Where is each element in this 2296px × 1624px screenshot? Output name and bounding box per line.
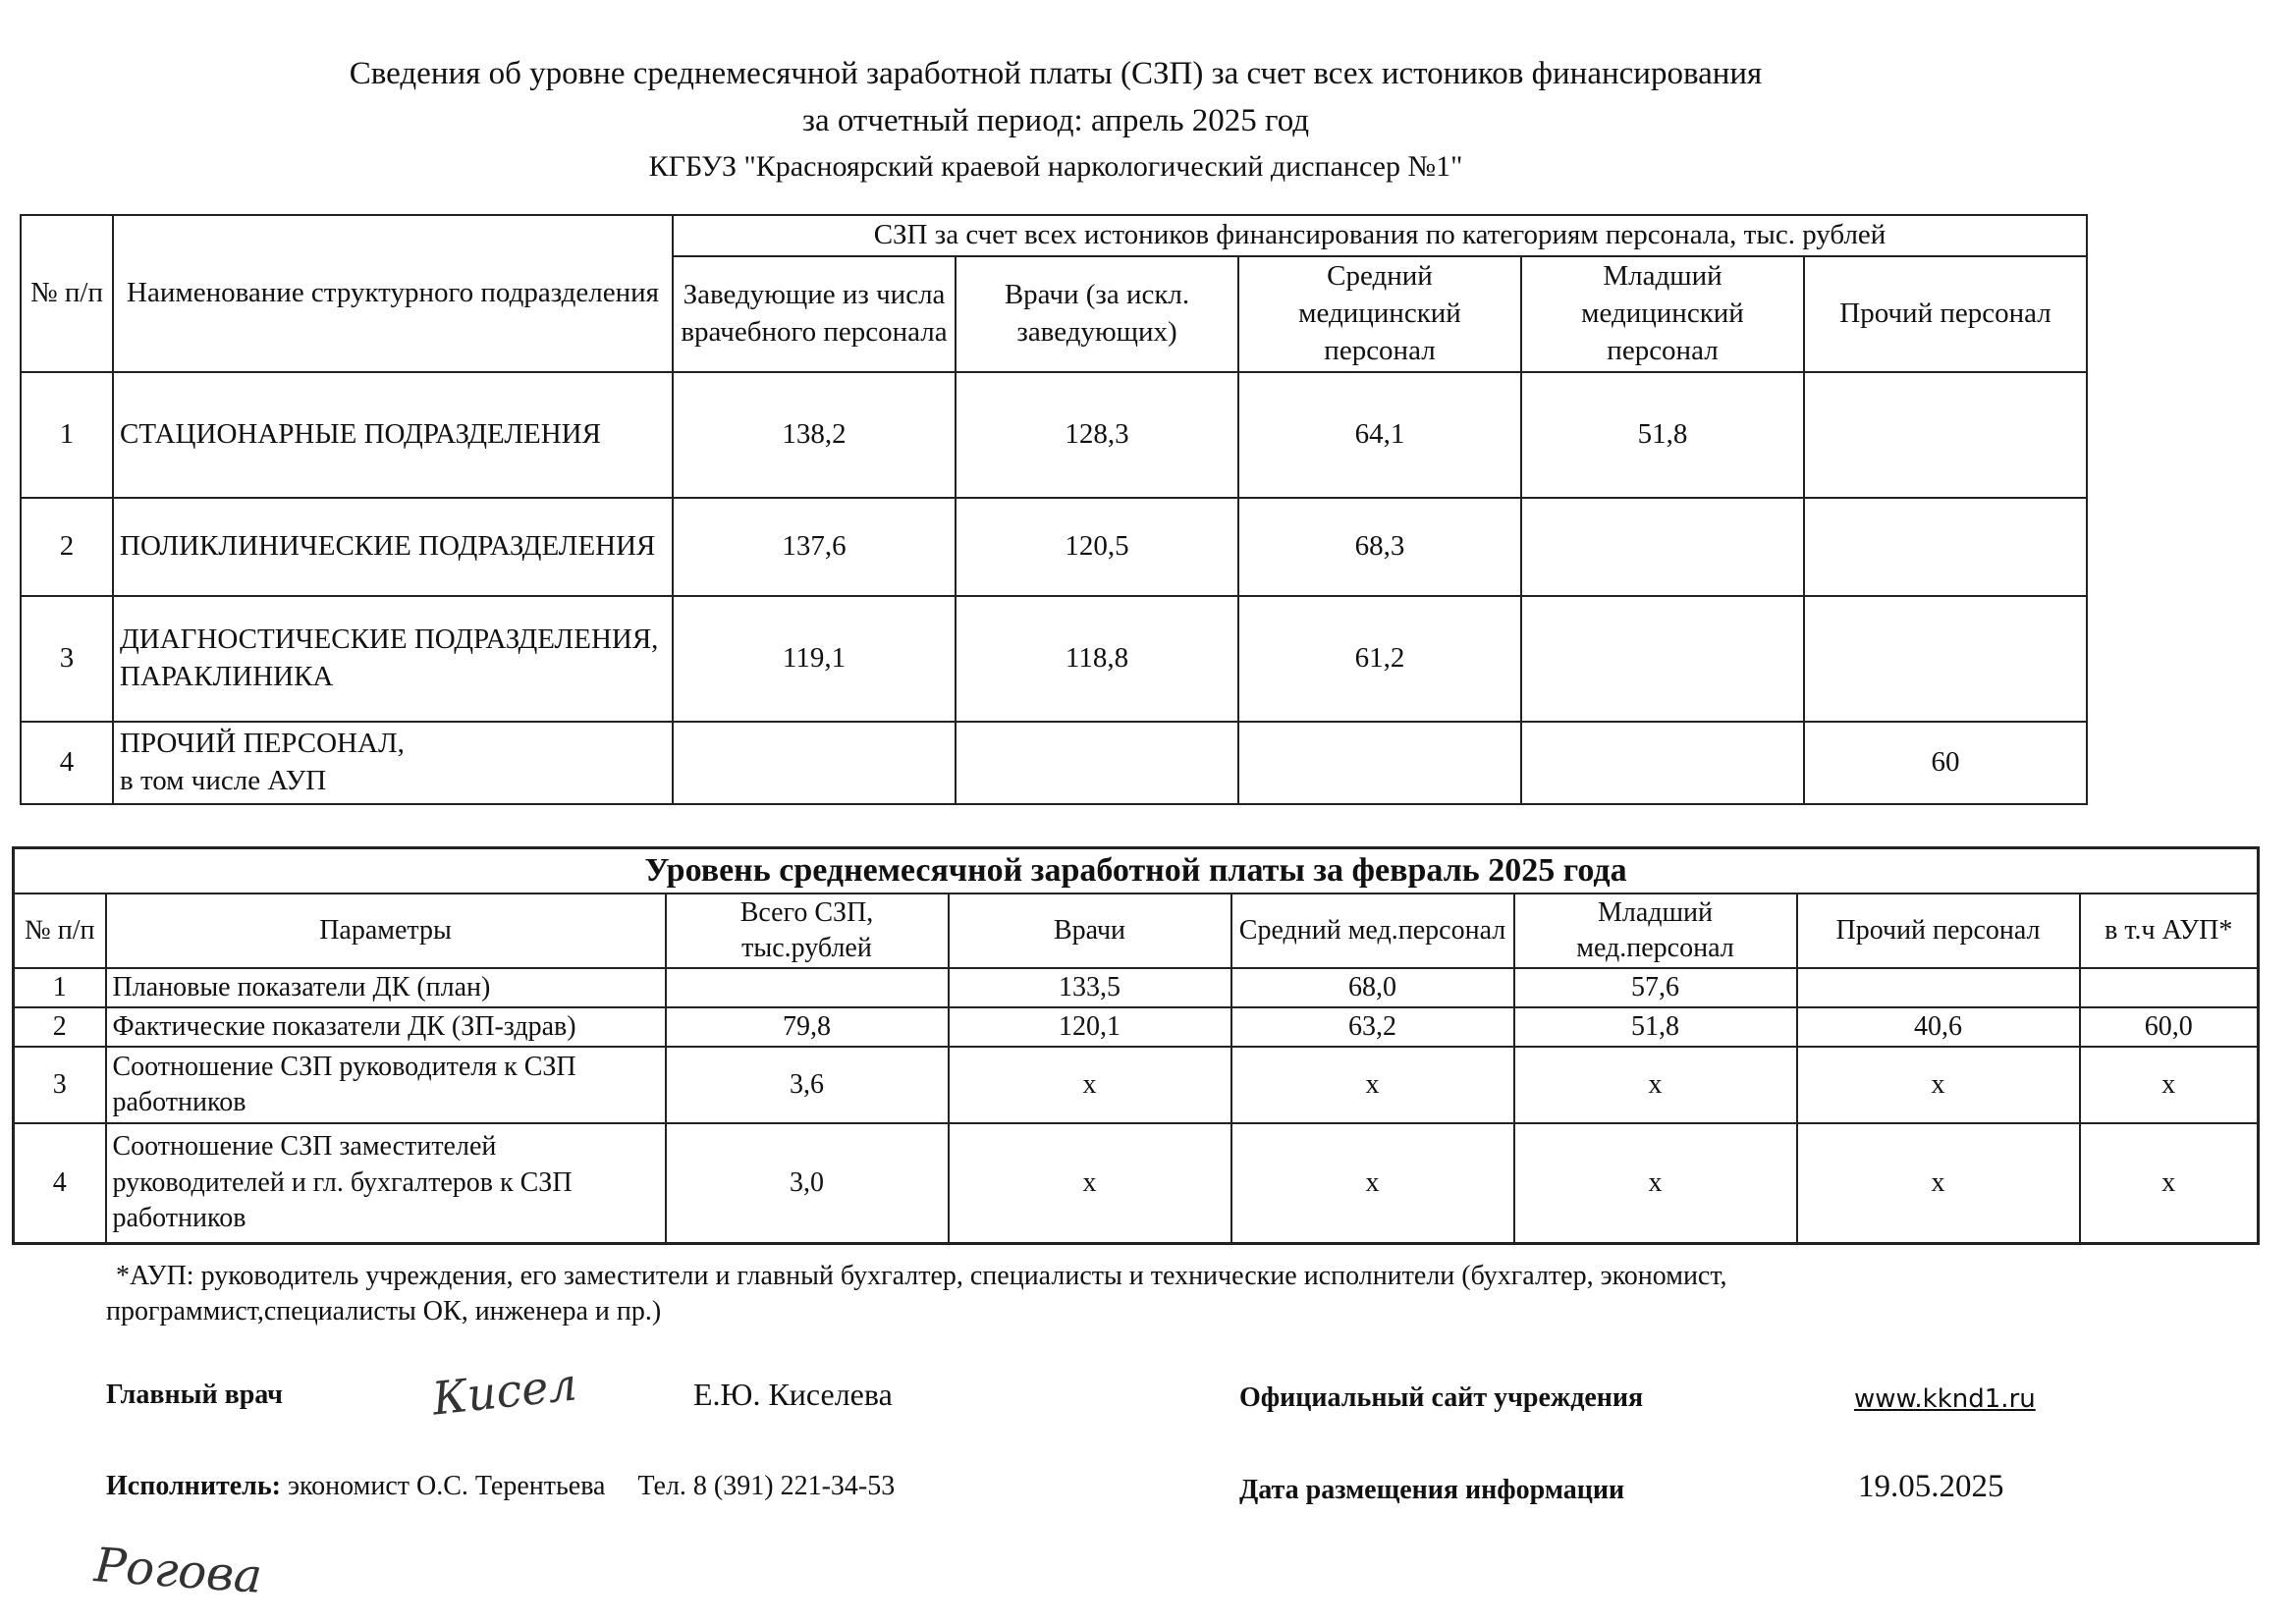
t1-cell: 51,8 — [1521, 372, 1804, 498]
t2-row-name: Соотношение СЗП руководителя к СЗП работников — [106, 1047, 666, 1123]
t1-cell: 60 — [1804, 722, 2087, 804]
t2-col-doctors: Врачи — [949, 893, 1231, 968]
t1-col-heads: Заведующие из числа врачебного персонала — [673, 256, 956, 372]
t1-col-junior-staff: Младший медицинский персонал — [1521, 256, 1804, 372]
t2-row-no: 3 — [14, 1047, 106, 1123]
t1-col-doctors: Врачи (за искл. заведующих) — [956, 256, 1238, 372]
t2-cell — [2080, 968, 2259, 1007]
t2-row-name: Фактические показатели ДК (ЗП-здрав) — [106, 1007, 666, 1047]
t2-col-aup: в т.ч АУП* — [2080, 893, 2259, 968]
t1-col-no: № п/п — [21, 215, 113, 372]
t1-cell: 118,8 — [956, 596, 1238, 722]
t1-group-header: СЗП за счет всех истоников финансирования по категориям персонала, тыс. рублей — [673, 215, 2087, 256]
salary-by-department-table — [20, 214, 2088, 805]
t2-title: Уровень среднемесячной заработной платы за февраль 2025 года — [14, 848, 2259, 894]
t1-cell: 128,3 — [956, 372, 1238, 498]
t1-cell: 61,2 — [1238, 596, 1521, 722]
table-row — [21, 722, 2087, 804]
doc-title-line1: Сведения об уровне среднемесячной заработной платы (СЗП) за счет всех истоников финансирования — [349, 56, 1763, 91]
t1-row-name-line2: в том числе АУП — [120, 765, 327, 796]
date-label: Дата размещения информации — [1239, 1475, 1625, 1505]
t1-row-name — [113, 722, 673, 804]
t2-cell: х — [2080, 1047, 2259, 1123]
t2-cell: х — [949, 1047, 1231, 1123]
chief-signature: Кисел — [429, 1357, 579, 1426]
t1-col-mid-staff: Средний медицинский персонал — [1238, 256, 1521, 372]
t2-row-no: 2 — [14, 1007, 106, 1047]
t1-cell: 138,2 — [673, 372, 956, 498]
t2-cell: х — [1231, 1047, 1514, 1123]
site-label: Официальный сайт учреждения — [1239, 1382, 1644, 1413]
t2-col-total: Всего СЗП, тыс.рублей — [666, 893, 949, 968]
t2-cell: х — [1514, 1123, 1797, 1243]
t1-cell — [1804, 596, 2087, 722]
t2-col-mid-staff: Средний мед.персонал — [1231, 893, 1514, 968]
t1-cell: 64,1 — [1238, 372, 1521, 498]
t2-cell: 3,0 — [666, 1123, 949, 1243]
executor-label: Исполнитель: — [106, 1471, 281, 1501]
t2-cell: 51,8 — [1514, 1007, 1797, 1047]
t1-cell — [1521, 498, 1804, 596]
t2-cell: 57,6 — [1514, 968, 1797, 1007]
doc-title-line2: за отчетный период: апрель 2025 год — [801, 103, 1310, 138]
t2-cell: 68,0 — [1231, 968, 1514, 1007]
t1-row-no: 1 — [21, 372, 113, 498]
t1-cell — [1521, 596, 1804, 722]
t2-col-param: Параметры — [106, 893, 666, 968]
executor-line — [106, 1471, 895, 1502]
t1-cell: 119,1 — [673, 596, 956, 722]
t2-col-junior-staff: Младший мед.персонал — [1514, 893, 1797, 968]
table-row — [21, 498, 2087, 596]
t1-cell — [1804, 498, 2087, 596]
t2-cell: х — [1797, 1123, 2080, 1243]
doc-org-name: КГБУЗ "Красноярский краевой наркологический диспансер №1" — [648, 150, 1463, 183]
t1-cell — [1804, 372, 2087, 498]
t1-cell: 68,3 — [1238, 498, 1521, 596]
t2-cell: 63,2 — [1231, 1007, 1514, 1047]
t2-cell: 120,1 — [949, 1007, 1231, 1047]
t2-row-no: 1 — [14, 968, 106, 1007]
footnote-line1: *АУП: руководитель учреждения, его заместители и главный бухгалтер, специалисты и технические исполнители (бухгалтер, экономист, — [116, 1261, 1727, 1291]
site-link[interactable]: www.kknd1.ru — [1854, 1384, 2036, 1414]
salary-february-table — [12, 846, 2260, 1245]
t1-cell: 137,6 — [673, 498, 956, 596]
t1-row-name: СТАЦИОНАРНЫЕ ПОДРАЗДЕЛЕНИЯ — [113, 372, 673, 498]
t1-cell — [956, 722, 1238, 804]
table-row — [14, 968, 2259, 1007]
t2-row-name: Плановые показатели ДК (план) — [106, 968, 666, 1007]
t1-col-name: Наименование структурного подразделения — [113, 215, 673, 372]
t2-cell — [666, 968, 949, 1007]
t2-cell: х — [949, 1123, 1231, 1243]
t1-row-name-line1: ПРОЧИЙ ПЕРСОНАЛ, — [120, 728, 405, 760]
t1-cell — [673, 722, 956, 804]
t2-row-no: 4 — [14, 1123, 106, 1243]
t2-cell: 3,6 — [666, 1047, 949, 1123]
t2-row-name: Соотношение СЗП заместителей руководителей и гл. бухгалтеров к СЗП работников — [106, 1123, 666, 1243]
table-row — [14, 1047, 2259, 1123]
t1-row-no: 3 — [21, 596, 113, 722]
t2-cell: 133,5 — [949, 968, 1231, 1007]
table-row — [14, 1007, 2259, 1047]
t2-cell: 40,6 — [1797, 1007, 2080, 1047]
t2-cell: х — [1231, 1123, 1514, 1243]
t1-row-name: ПОЛИКЛИНИЧЕСКИЕ ПОДРАЗДЕЛЕНИЯ — [113, 498, 673, 596]
chief-name: Е.Ю. Киселева — [693, 1377, 893, 1412]
chief-label: Главный врач — [106, 1380, 283, 1410]
footnote-line2: программист,специалисты ОК, инженера и пр.) — [106, 1296, 662, 1326]
table-row — [21, 372, 2087, 498]
executor-phone: Тел. 8 (391) 221-34-53 — [637, 1471, 896, 1501]
t2-cell: х — [1514, 1047, 1797, 1123]
t2-cell: х — [2080, 1123, 2259, 1243]
executor-text: экономист О.С. Терентьева — [287, 1471, 606, 1501]
t2-col-other-staff: Прочий персонал — [1797, 893, 2080, 968]
table-row — [14, 1123, 2259, 1243]
t1-cell: 120,5 — [956, 498, 1238, 596]
t1-cell — [1238, 722, 1521, 804]
bottom-signature: Рогова — [92, 1538, 264, 1604]
t2-cell: 60,0 — [2080, 1007, 2259, 1047]
t1-col-other-staff: Прочий персонал — [1804, 256, 2087, 372]
t2-cell: х — [1797, 1047, 2080, 1123]
table-row — [21, 596, 2087, 722]
t2-cell — [1797, 968, 2080, 1007]
date-value: 19.05.2025 — [1858, 1469, 2004, 1504]
t2-col-no: № п/п — [14, 893, 106, 968]
t1-row-no: 4 — [21, 722, 113, 804]
t2-cell: 79,8 — [666, 1007, 949, 1047]
t1-row-no: 2 — [21, 498, 113, 596]
t1-row-name: ДИАГНОСТИЧЕСКИЕ ПОДРАЗДЕЛЕНИЯ, ПАРАКЛИНИКА — [113, 596, 673, 722]
t1-cell — [1521, 722, 1804, 804]
